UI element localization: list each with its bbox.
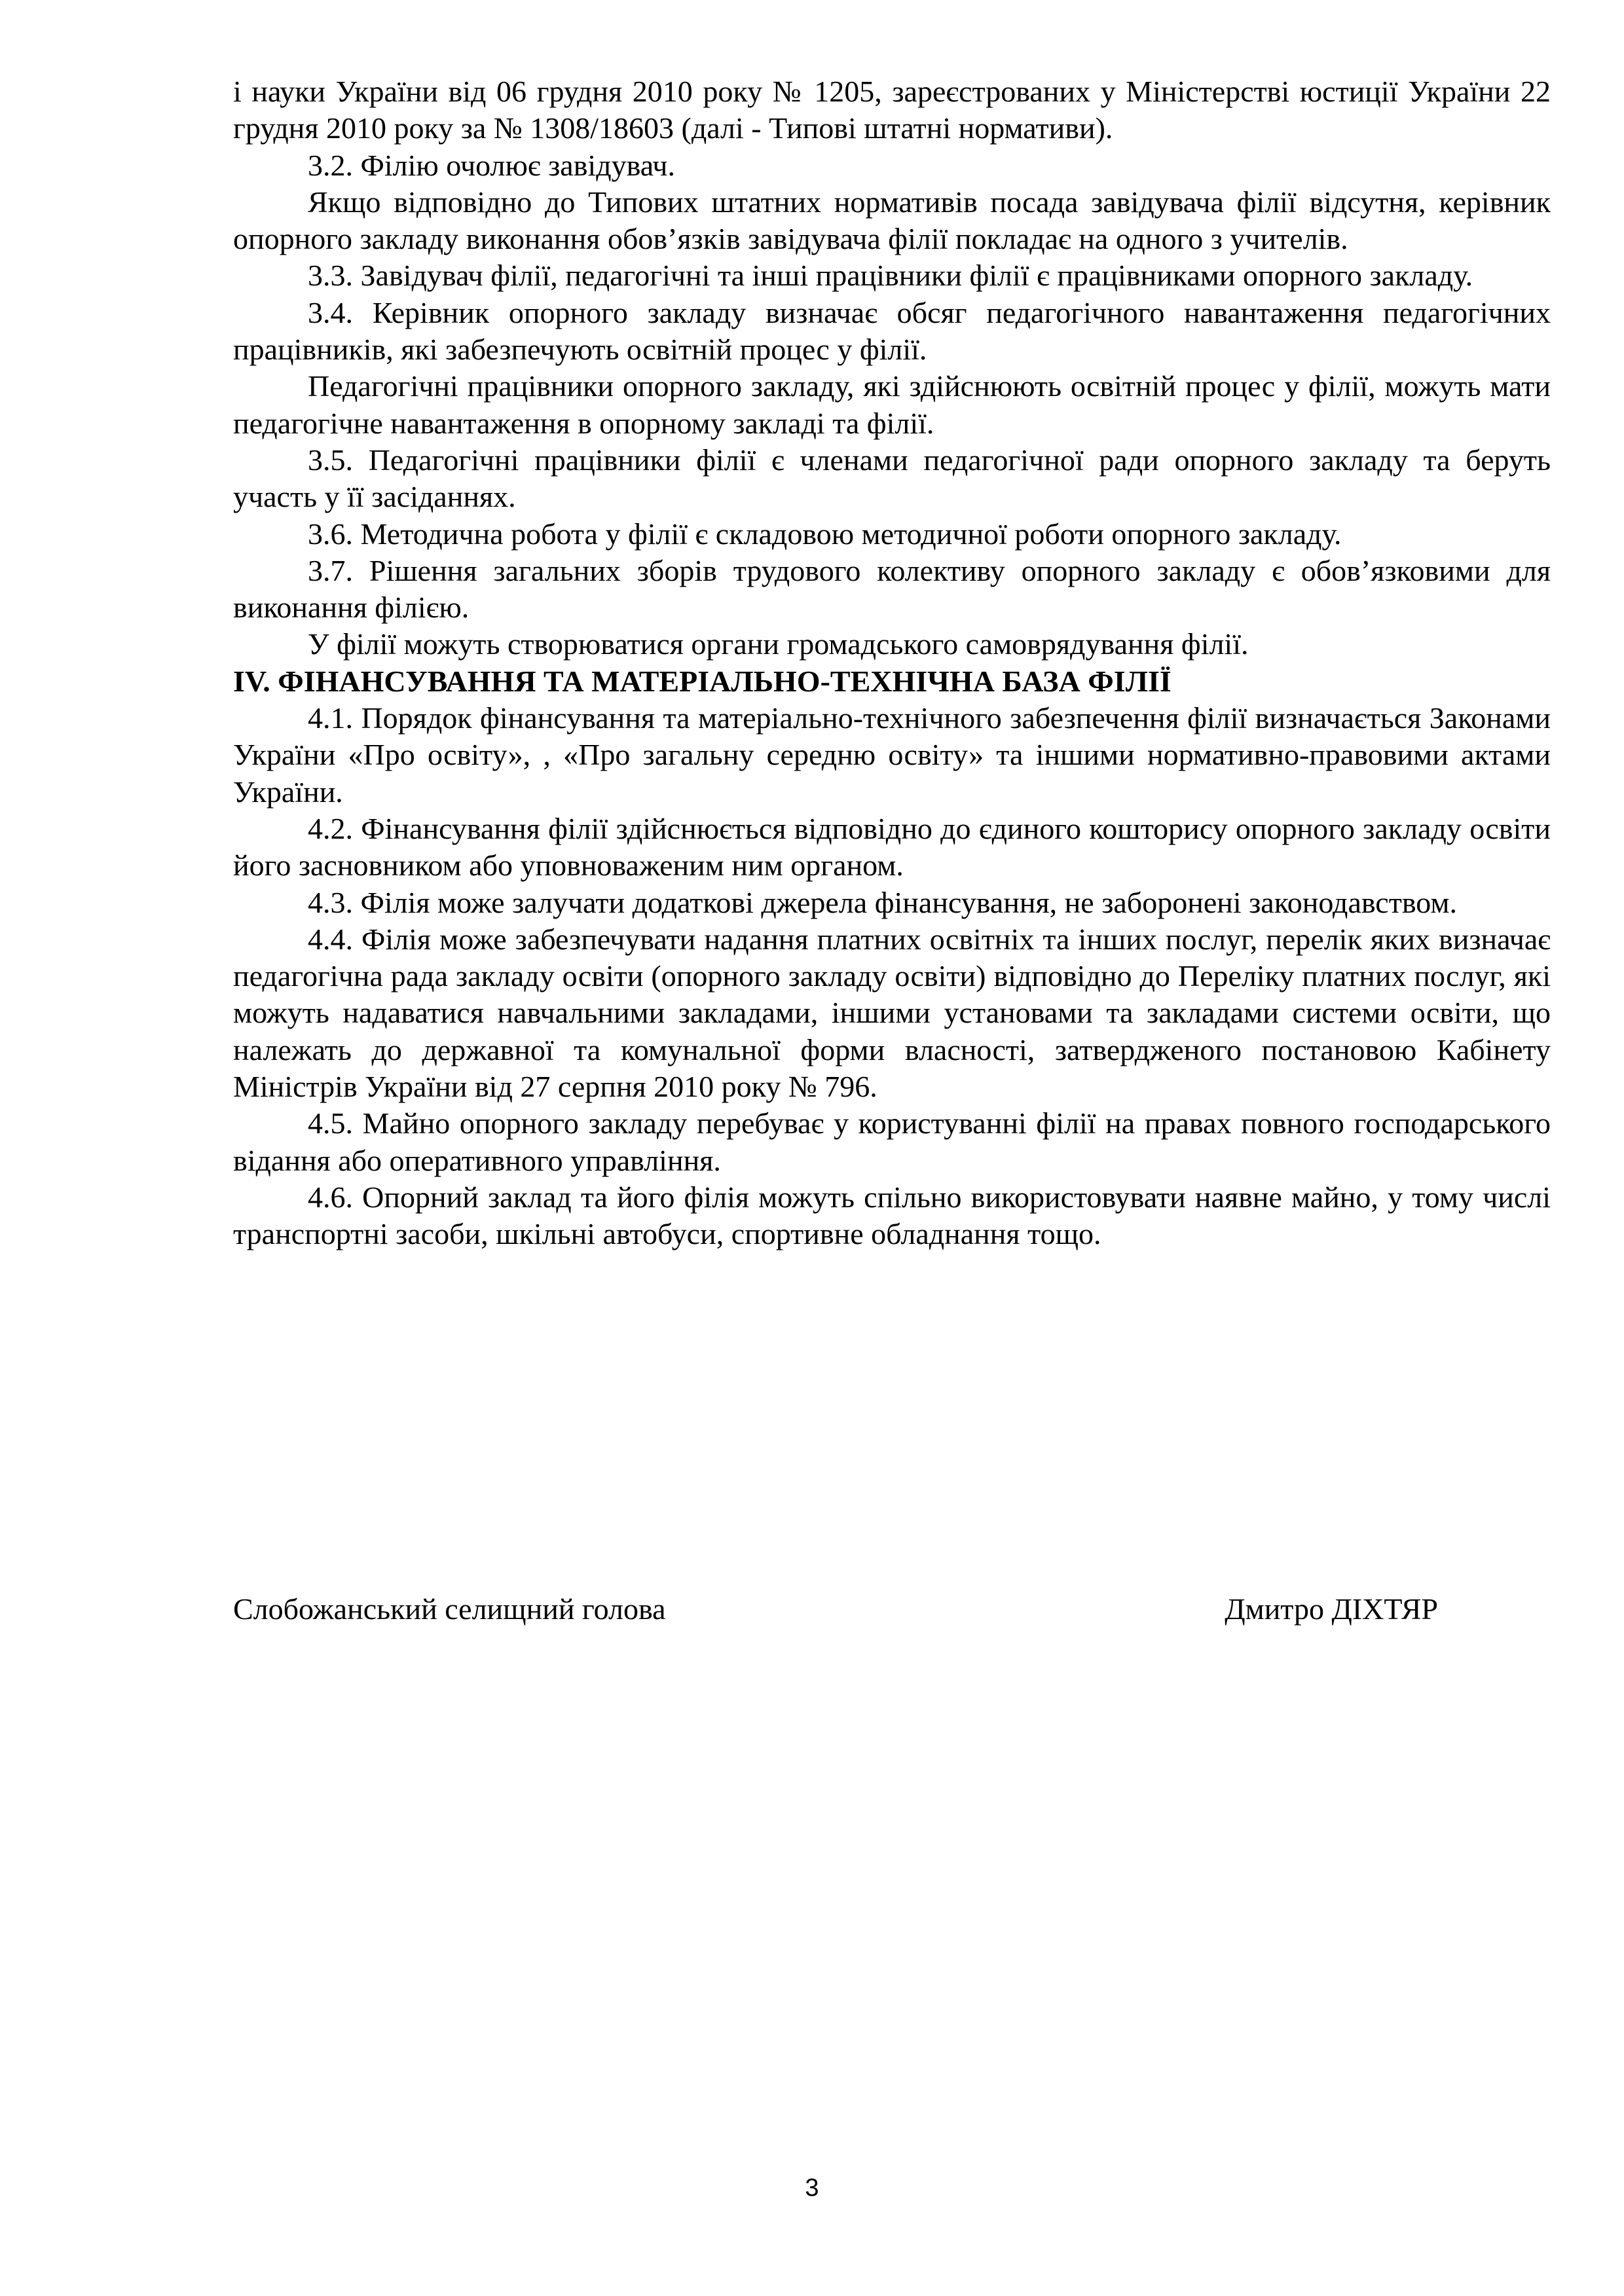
paragraph-3-6: 3.6. Методична робота у філії є складовою методичної роботи опорного закладу. [308, 517, 1342, 551]
section-4-heading: IV. ФІНАНСУВАННЯ ТА МАТЕРІАЛЬНО-ТЕХНІЧНА БАЗА ФІЛІЇ [233, 664, 1172, 698]
paragraph-4-4: 4.4. Філія може забезпечувати надання платних освітніх та інших послуг, перелік яких визначає педагогічна рада закладу освіти (опорного закладу освіти) відповідно до Переліку платних послуг, які можуть надаватися навчальними закладами, іншими установами та закладами системи освіти, що належать до державної та комунальної форми власності, затвердженого постановою Кабінету Міністрів України від 27 серпня 2010 року № 796. [233, 922, 1551, 1104]
paragraph-4-5: 4.5. Майно опорного закладу перебуває у користуванні філії на правах повного господарського відання або оперативного управління. [233, 1106, 1551, 1177]
paragraph-3-4: 3.4. Керівник опорного закладу визначає обсяг педагогічного навантаження педагогічних працівників, які забезпечують освітній процес у філії. [233, 295, 1551, 367]
signature-position: Слобожанський селищний голова [233, 1592, 666, 1626]
document-body [233, 73, 1551, 1253]
paragraph-3-7-note: У філії можуть створюватися органи громадського самоврядування філії. [308, 627, 1249, 661]
paragraph-4-2: 4.2. Фінансування філії здійснюється відповідно до єдиного кошторису опорного закладу освіти його засновником або уповноваженим ним органом. [233, 811, 1551, 883]
paragraph-3-5: 3.5. Педагогічні працівники філії є членами педагогічної ради опорного закладу та беруть участь у її засіданнях. [233, 443, 1551, 514]
paragraph-3-4-note: Педагогічні працівники опорного закладу, які здійснюють освітній процес у філії, можуть мати педагогічне навантаження в опорному закладі та філії. [233, 369, 1551, 440]
page-number: 3 [805, 2174, 819, 2202]
paragraph-3-2-note: Якщо відповідно до Типових штатних нормативів посада завідувача філії відсутня, керівник опорного закладу виконання обов’язків завідувача філії покладає на одного з учителів. [233, 185, 1551, 256]
paragraph-4-6: 4.6. Опорний заклад та його філія можуть спільно використовувати наявне майно, у тому числі транспортні засоби, шкільні автобуси, спортивне обладнання тощо. [233, 1180, 1551, 1251]
paragraph-continuation: і науки України від 06 грудня 2010 року № 1205, зареєстрованих у Міністерстві юстиції України 22 грудня 2010 року за № 1308/18603 (далі - Типові штатні нормативи). [233, 75, 1551, 145]
signature-name: Дмитро ДІХТЯР [1225, 1592, 1438, 1626]
paragraph-3-2: 3.2. Філію очолює завідувач. [308, 148, 675, 182]
paragraph-3-3: 3.3. Завідувач філії, педагогічні та інші працівники філії є працівниками опорного закладу. [308, 259, 1473, 293]
paragraph-4-3: 4.3. Філія може залучати додаткові джерела фінансування, не заборонені законодавством. [308, 885, 1457, 919]
paragraph-4-1: 4.1. Порядок фінансування та матеріально-технічного забезпечення філії визначається Законами України «Про освіту», , «Про загальну середню освіту» та іншими нормативно-правовими актами України. [233, 701, 1551, 809]
paragraph-3-7: 3.7. Рішення загальних зборів трудового колективу опорного закладу є обов’язковими для виконання філією. [233, 553, 1551, 625]
